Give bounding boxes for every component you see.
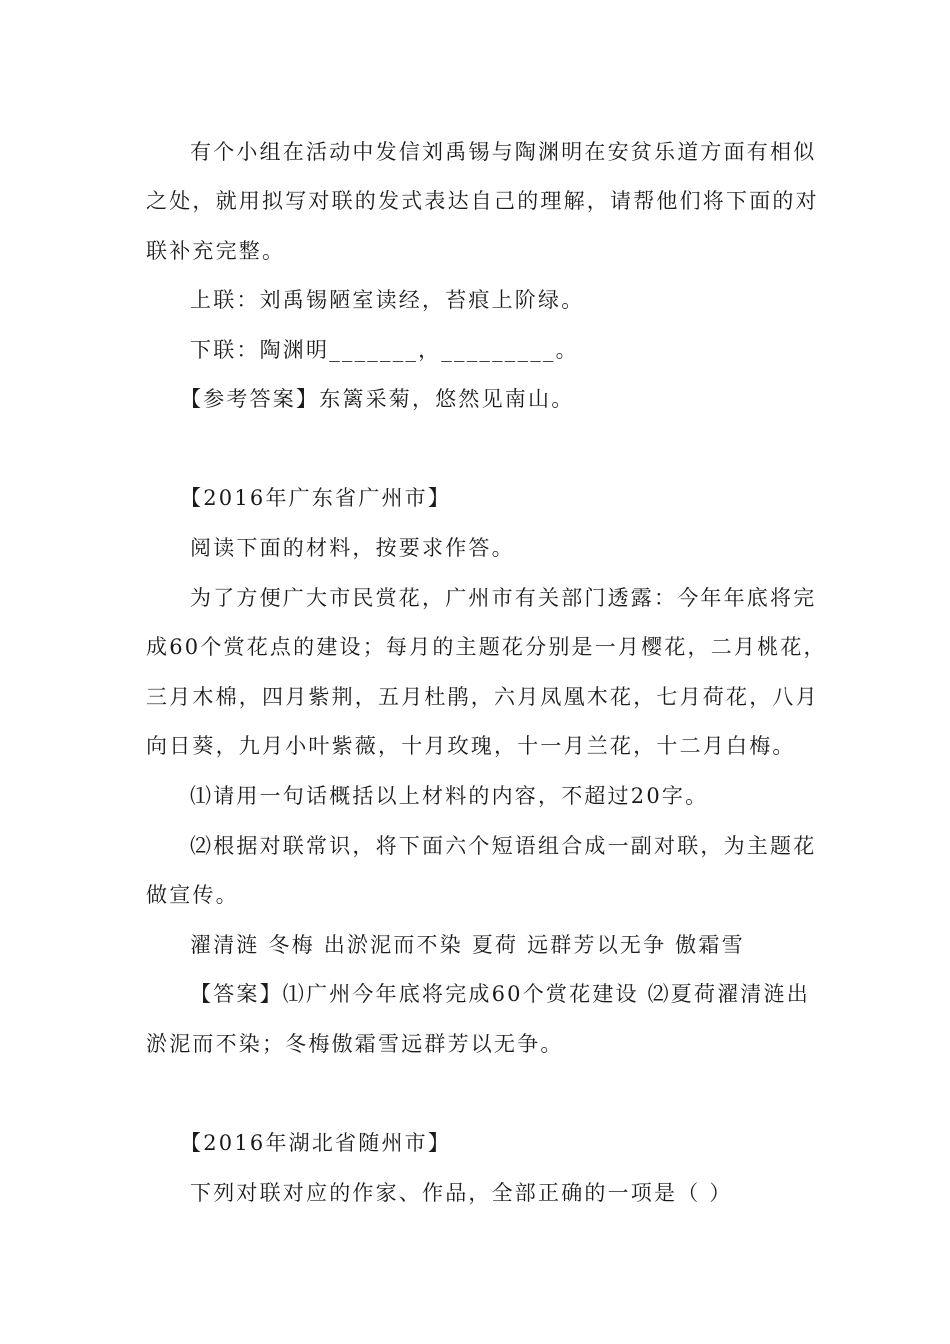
material-line: 三月木棉，四月紫荆，五月杜鹃，六月凤凰木花，七月荷花，八月 xyxy=(146,685,819,709)
answer-line: 【答案】⑴广州今年底将完成60个赏花建设 ⑵夏荷濯清涟出 xyxy=(190,982,810,1006)
lower-couplet: 下联：陶渊明_______，_________。 xyxy=(190,338,579,362)
paragraph-line: 有个小组在活动中发信刘禹锡与陶渊明在安贫乐道方面有相似 xyxy=(190,140,817,164)
paragraph-line: 之处，就用拟写对联的发式表达自己的理解，请帮他们将下面的对 xyxy=(146,189,819,213)
material-line: 为了方便广大市民赏花，广州市有关部门透露：今年年底将完 xyxy=(190,586,817,610)
section-heading: 【2016年湖北省随州市】 xyxy=(180,1131,452,1155)
material-line: 向日葵，九月小叶紫薇，十月玫瑰，十一月兰花，十二月白梅。 xyxy=(146,734,796,758)
question-2-line: ⑵根据对联常识，将下面六个短语组合成一副对联，为主题花 xyxy=(190,834,817,858)
section-heading: 【2016年广东省广州市】 xyxy=(180,486,452,510)
instruction-text: 阅读下面的材料，按要求作答。 xyxy=(190,536,515,560)
question-1: ⑴请用一句话概括以上材料的内容，不超过20字。 xyxy=(190,784,709,808)
question-text: 下列对联对应的作家、作品，全部正确的一项是（ ） xyxy=(190,1181,733,1205)
upper-couplet: 上联：刘禹锡陋室读经，苔痕上阶绿。 xyxy=(190,288,585,312)
reference-answer: 【参考答案】东篱采菊，悠然见南山。 xyxy=(180,387,575,411)
material-line: 成60个赏花点的建设；每月的主题花分别是一月樱花，二月桃花， xyxy=(146,635,827,659)
phrase-list: 濯清涟 冬梅 出淤泥而不染 夏荷 远群芳以无争 傲霜雪 xyxy=(190,933,745,957)
question-2-line: 做宣传。 xyxy=(146,883,239,907)
answer-line: 淤泥而不染；冬梅傲霜雪远群芳以无争。 xyxy=(146,1032,564,1056)
paragraph-line: 联补充完整。 xyxy=(146,239,286,263)
